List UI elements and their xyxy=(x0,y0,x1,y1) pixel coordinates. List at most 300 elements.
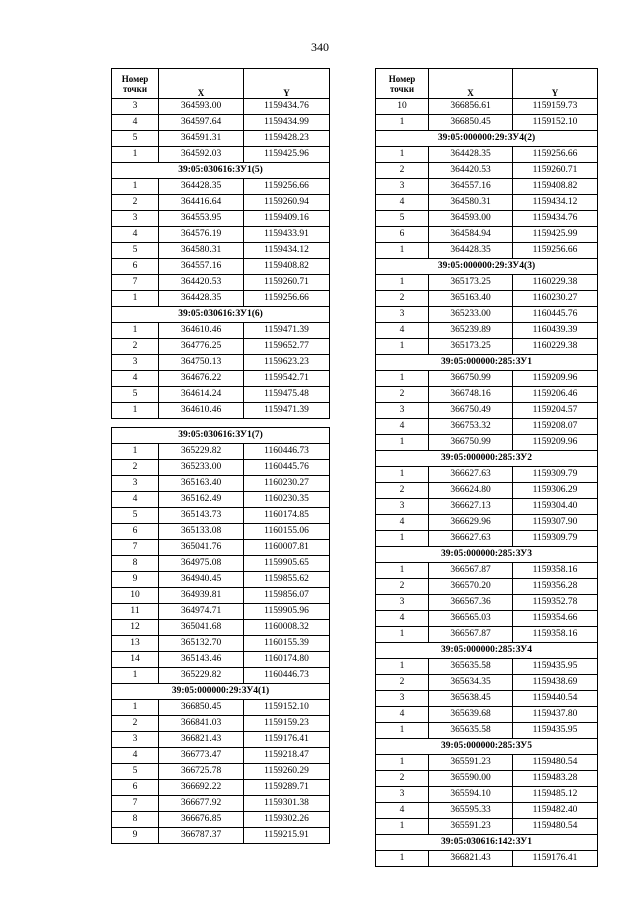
point-number-cell: 3 xyxy=(112,476,159,492)
y-coordinate-cell: 1159256.66 xyxy=(513,243,598,259)
x-coordinate-cell: 364975.08 xyxy=(159,556,244,572)
point-number-cell: 2 xyxy=(376,387,429,403)
y-coordinate-cell: 1159434.12 xyxy=(244,243,330,259)
coordinates-table-right xyxy=(375,68,598,867)
x-coordinate-cell: 364428.35 xyxy=(159,291,244,307)
y-coordinate-cell: 1159309.79 xyxy=(513,467,598,483)
x-coordinate-cell: 364597.64 xyxy=(159,115,244,131)
section-title: 39:05:000000:29:ЗУ4(2) xyxy=(376,131,598,147)
header-point-number-line2: точки xyxy=(389,83,415,94)
y-coordinate-cell: 1160446.73 xyxy=(244,444,330,460)
table-row xyxy=(112,444,330,460)
point-number-cell: 5 xyxy=(112,131,159,147)
point-number-cell: 1 xyxy=(376,627,429,643)
table-row xyxy=(112,355,330,371)
x-coordinate-cell: 365229.82 xyxy=(159,444,244,460)
point-number-cell: 5 xyxy=(376,211,429,227)
y-coordinate-cell: 1159356.28 xyxy=(513,579,598,595)
y-coordinate-cell: 1159482.40 xyxy=(513,803,598,819)
point-number-cell: 7 xyxy=(112,540,159,556)
point-number-cell: 2 xyxy=(376,579,429,595)
point-number-cell: 3 xyxy=(376,691,429,707)
x-coordinate-cell: 366565.03 xyxy=(429,611,513,627)
section-row xyxy=(376,643,598,659)
point-number-cell: 4 xyxy=(376,419,429,435)
table-row xyxy=(376,243,598,259)
table-row xyxy=(376,435,598,451)
point-number-cell: 2 xyxy=(376,675,429,691)
x-coordinate-cell: 365635.58 xyxy=(429,659,513,675)
section-row xyxy=(376,355,598,371)
y-coordinate-cell: 1159905.65 xyxy=(244,556,330,572)
y-coordinate-cell: 1159260.29 xyxy=(244,764,330,780)
table-row xyxy=(112,572,330,588)
y-coordinate-cell: 1160229.38 xyxy=(513,339,598,355)
table-row xyxy=(112,227,330,243)
y-coordinate-cell: 1160007.81 xyxy=(244,540,330,556)
x-coordinate-cell: 365163.40 xyxy=(159,476,244,492)
y-coordinate-cell: 1159152.10 xyxy=(244,700,330,716)
point-number-cell: 1 xyxy=(376,467,429,483)
x-coordinate-cell: 365162.49 xyxy=(159,492,244,508)
table-row xyxy=(112,764,330,780)
table-row xyxy=(112,812,330,828)
section-title: 39:05:000000:285:ЗУ1 xyxy=(376,355,598,371)
section-row xyxy=(376,739,598,755)
y-coordinate-cell: 1159354.66 xyxy=(513,611,598,627)
x-coordinate-cell: 364591.31 xyxy=(159,131,244,147)
y-coordinate-cell: 1159152.10 xyxy=(513,115,598,131)
section-row xyxy=(376,547,598,563)
table-row xyxy=(112,476,330,492)
point-number-cell: 1 xyxy=(376,243,429,259)
point-number-cell: 1 xyxy=(112,444,159,460)
x-coordinate-cell: 365173.25 xyxy=(429,275,513,291)
table-row xyxy=(376,467,598,483)
y-coordinate-cell: 1160229.38 xyxy=(513,275,598,291)
point-number-cell: 14 xyxy=(112,652,159,668)
section-title: 39:05:000000:285:ЗУ3 xyxy=(376,547,598,563)
table-row xyxy=(376,563,598,579)
y-coordinate-cell: 1160174.85 xyxy=(244,508,330,524)
x-coordinate-cell: 366692.22 xyxy=(159,780,244,796)
x-coordinate-cell: 364420.53 xyxy=(429,163,513,179)
point-number-cell: 1 xyxy=(376,275,429,291)
section-title: 39:05:000000:29:ЗУ4(1) xyxy=(112,684,330,700)
x-coordinate-cell: 366567.87 xyxy=(429,563,513,579)
section-row xyxy=(112,307,330,323)
x-coordinate-cell: 365638.45 xyxy=(429,691,513,707)
x-coordinate-cell: 365233.00 xyxy=(159,460,244,476)
x-coordinate-cell: 364553.95 xyxy=(159,211,244,227)
y-coordinate-cell: 1160446.73 xyxy=(244,668,330,684)
point-number-cell: 2 xyxy=(112,339,159,355)
x-coordinate-cell: 364580.31 xyxy=(159,243,244,259)
section-row xyxy=(376,451,598,467)
page-number: 340 xyxy=(311,40,329,54)
coordinates-table-left-top xyxy=(111,68,330,419)
point-number-cell: 7 xyxy=(112,796,159,812)
table-row xyxy=(112,748,330,764)
point-number-cell: 5 xyxy=(112,387,159,403)
table-row xyxy=(112,211,330,227)
x-coordinate-cell: 364557.16 xyxy=(159,259,244,275)
table-row xyxy=(376,803,598,819)
x-coordinate-cell: 364610.46 xyxy=(159,323,244,339)
y-coordinate-cell: 1159215.91 xyxy=(244,828,330,844)
header-x: X xyxy=(159,69,244,99)
table-row xyxy=(376,851,598,867)
x-coordinate-cell: 365163.40 xyxy=(429,291,513,307)
y-coordinate-cell: 1159856.07 xyxy=(244,588,330,604)
y-coordinate-cell: 1159358.16 xyxy=(513,563,598,579)
point-number-cell: 4 xyxy=(112,492,159,508)
table-row xyxy=(376,611,598,627)
x-coordinate-cell: 366624.80 xyxy=(429,483,513,499)
y-coordinate-cell: 1159209.96 xyxy=(513,371,598,387)
y-coordinate-cell: 1159434.76 xyxy=(244,99,330,115)
table-row xyxy=(112,387,330,403)
y-coordinate-cell: 1159440.54 xyxy=(513,691,598,707)
table-row xyxy=(376,579,598,595)
point-number-cell: 2 xyxy=(112,460,159,476)
x-coordinate-cell: 365590.00 xyxy=(429,771,513,787)
point-number-cell: 3 xyxy=(112,355,159,371)
table-row xyxy=(112,323,330,339)
y-coordinate-cell: 1159434.76 xyxy=(513,211,598,227)
table-row xyxy=(112,716,330,732)
x-coordinate-cell: 366841.03 xyxy=(159,716,244,732)
point-number-cell: 1 xyxy=(112,147,159,163)
point-number-cell: 6 xyxy=(112,780,159,796)
y-coordinate-cell: 1159425.99 xyxy=(513,227,598,243)
table-row xyxy=(112,131,330,147)
point-number-cell: 1 xyxy=(376,435,429,451)
point-number-cell: 2 xyxy=(376,291,429,307)
x-coordinate-cell: 364557.16 xyxy=(429,179,513,195)
table-row xyxy=(376,99,598,115)
point-number-cell: 4 xyxy=(112,748,159,764)
x-coordinate-cell: 364576.19 xyxy=(159,227,244,243)
y-coordinate-cell: 1159623.23 xyxy=(244,355,330,371)
section-title: 39:05:000000:285:ЗУ4 xyxy=(376,643,598,659)
y-coordinate-cell: 1159434.99 xyxy=(244,115,330,131)
point-number-cell: 9 xyxy=(112,828,159,844)
table-row xyxy=(376,819,598,835)
table-row xyxy=(376,371,598,387)
x-coordinate-cell: 366753.32 xyxy=(429,419,513,435)
y-coordinate-cell: 1159159.23 xyxy=(244,716,330,732)
point-number-cell: 1 xyxy=(376,115,429,131)
table-row xyxy=(112,99,330,115)
table-row xyxy=(112,339,330,355)
x-coordinate-cell: 366773.47 xyxy=(159,748,244,764)
table-header-row xyxy=(112,69,330,99)
header-point-number-line1: Номер xyxy=(388,73,416,84)
y-coordinate-cell: 1159206.46 xyxy=(513,387,598,403)
point-number-cell: 6 xyxy=(376,227,429,243)
table-row xyxy=(112,195,330,211)
x-coordinate-cell: 366570.20 xyxy=(429,579,513,595)
table-row xyxy=(112,147,330,163)
x-coordinate-cell: 365591.23 xyxy=(429,755,513,771)
table-row xyxy=(376,483,598,499)
x-coordinate-cell: 365591.23 xyxy=(429,819,513,835)
x-coordinate-cell: 366856.61 xyxy=(429,99,513,115)
y-coordinate-cell: 1159652.77 xyxy=(244,339,330,355)
y-coordinate-cell: 1159306.29 xyxy=(513,483,598,499)
y-coordinate-cell: 1160155.39 xyxy=(244,636,330,652)
table-row xyxy=(376,339,598,355)
x-coordinate-cell: 366627.63 xyxy=(429,531,513,547)
x-coordinate-cell: 365041.76 xyxy=(159,540,244,556)
x-coordinate-cell: 366821.43 xyxy=(159,732,244,748)
table-row xyxy=(376,627,598,643)
section-title: 39:05:030616:142:ЗУ1 xyxy=(376,835,598,851)
y-coordinate-cell: 1160439.39 xyxy=(513,323,598,339)
section-row xyxy=(112,684,330,700)
y-coordinate-cell: 1160230.27 xyxy=(244,476,330,492)
y-coordinate-cell: 1160174.80 xyxy=(244,652,330,668)
point-number-cell: 1 xyxy=(112,403,159,419)
table-row xyxy=(376,723,598,739)
x-coordinate-cell: 366821.43 xyxy=(429,851,513,867)
point-number-cell: 3 xyxy=(376,595,429,611)
x-coordinate-cell: 364593.00 xyxy=(429,211,513,227)
y-coordinate-cell: 1159358.16 xyxy=(513,627,598,643)
coordinates-table-left-bottom xyxy=(111,427,330,844)
y-coordinate-cell: 1159480.54 xyxy=(513,755,598,771)
y-coordinate-cell: 1159204.57 xyxy=(513,403,598,419)
y-coordinate-cell: 1159471.39 xyxy=(244,403,330,419)
table-row xyxy=(112,636,330,652)
x-coordinate-cell: 364593.00 xyxy=(159,99,244,115)
table-row xyxy=(376,307,598,323)
point-number-cell: 1 xyxy=(376,819,429,835)
y-coordinate-cell: 1159260.94 xyxy=(244,195,330,211)
table-row xyxy=(376,179,598,195)
point-number-cell: 1 xyxy=(112,291,159,307)
y-coordinate-cell: 1159289.71 xyxy=(244,780,330,796)
y-coordinate-cell: 1159260.71 xyxy=(244,275,330,291)
y-coordinate-cell: 1159480.54 xyxy=(513,819,598,835)
table-row xyxy=(112,540,330,556)
point-number-cell: 1 xyxy=(112,700,159,716)
header-point-number-line1: Номер xyxy=(121,73,149,84)
x-coordinate-cell: 365639.68 xyxy=(429,707,513,723)
point-number-cell: 3 xyxy=(376,403,429,419)
point-number-cell: 4 xyxy=(376,803,429,819)
y-coordinate-cell: 1160445.76 xyxy=(244,460,330,476)
section-row xyxy=(376,835,598,851)
x-coordinate-cell: 365239.89 xyxy=(429,323,513,339)
table-row xyxy=(112,243,330,259)
point-number-cell: 13 xyxy=(112,636,159,652)
table-row xyxy=(112,508,330,524)
y-coordinate-cell: 1159218.47 xyxy=(244,748,330,764)
y-coordinate-cell: 1159438.69 xyxy=(513,675,598,691)
point-number-cell: 4 xyxy=(112,371,159,387)
point-number-cell: 1 xyxy=(376,723,429,739)
y-coordinate-cell: 1159542.71 xyxy=(244,371,330,387)
section-title: 39:05:000000:285:ЗУ2 xyxy=(376,451,598,467)
y-coordinate-cell: 1159302.26 xyxy=(244,812,330,828)
x-coordinate-cell: 364420.53 xyxy=(159,275,244,291)
table-row xyxy=(376,675,598,691)
x-coordinate-cell: 366850.45 xyxy=(159,700,244,716)
section-title: 39:05:000000:29:ЗУ4(3) xyxy=(376,259,598,275)
point-number-cell: 5 xyxy=(112,764,159,780)
point-number-cell: 1 xyxy=(376,851,429,867)
point-number-cell: 1 xyxy=(376,339,429,355)
table-row xyxy=(112,460,330,476)
x-coordinate-cell: 364610.46 xyxy=(159,403,244,419)
point-number-cell: 1 xyxy=(112,668,159,684)
point-number-cell: 1 xyxy=(112,323,159,339)
point-number-cell: 2 xyxy=(376,163,429,179)
x-coordinate-cell: 365229.82 xyxy=(159,668,244,684)
y-coordinate-cell: 1159208.07 xyxy=(513,419,598,435)
point-number-cell: 3 xyxy=(376,787,429,803)
y-coordinate-cell: 1159159.73 xyxy=(513,99,598,115)
point-number-cell: 3 xyxy=(376,307,429,323)
table-row xyxy=(376,291,598,307)
x-coordinate-cell: 364939.81 xyxy=(159,588,244,604)
x-coordinate-cell: 365595.33 xyxy=(429,803,513,819)
table-row xyxy=(376,323,598,339)
header-point-number-line2: точки xyxy=(122,83,148,94)
x-coordinate-cell: 366627.13 xyxy=(429,499,513,515)
point-number-cell: 3 xyxy=(112,99,159,115)
y-coordinate-cell: 1159304.40 xyxy=(513,499,598,515)
x-coordinate-cell: 365132.70 xyxy=(159,636,244,652)
x-coordinate-cell: 364580.31 xyxy=(429,195,513,211)
point-number-cell: 6 xyxy=(112,259,159,275)
x-coordinate-cell: 364614.24 xyxy=(159,387,244,403)
y-coordinate-cell: 1159425.96 xyxy=(244,147,330,163)
x-coordinate-cell: 365634.35 xyxy=(429,675,513,691)
x-coordinate-cell: 365233.00 xyxy=(429,307,513,323)
header-y: Y xyxy=(244,69,330,99)
x-coordinate-cell: 364592.03 xyxy=(159,147,244,163)
x-coordinate-cell: 366676.85 xyxy=(159,812,244,828)
x-coordinate-cell: 366629.96 xyxy=(429,515,513,531)
section-row xyxy=(112,428,330,444)
table-row xyxy=(376,403,598,419)
x-coordinate-cell: 364676.22 xyxy=(159,371,244,387)
point-number-cell: 4 xyxy=(376,707,429,723)
table-row xyxy=(112,492,330,508)
point-number-cell: 9 xyxy=(112,572,159,588)
point-number-cell: 4 xyxy=(376,611,429,627)
y-coordinate-cell: 1159309.79 xyxy=(513,531,598,547)
y-coordinate-cell: 1159209.96 xyxy=(513,435,598,451)
x-coordinate-cell: 364584.94 xyxy=(429,227,513,243)
point-number-cell: 8 xyxy=(112,556,159,572)
section-title: 39:05:030616:ЗУ1(6) xyxy=(112,307,330,323)
section-title: 39:05:000000:285:ЗУ5 xyxy=(376,739,598,755)
section-row xyxy=(112,163,330,179)
y-coordinate-cell: 1159855.62 xyxy=(244,572,330,588)
y-coordinate-cell: 1159256.66 xyxy=(244,179,330,195)
point-number-cell: 8 xyxy=(112,812,159,828)
point-number-cell: 3 xyxy=(112,732,159,748)
point-number-cell: 4 xyxy=(112,115,159,131)
table-header-row xyxy=(376,69,598,99)
x-coordinate-cell: 365143.73 xyxy=(159,508,244,524)
table-row xyxy=(376,275,598,291)
table-row xyxy=(376,419,598,435)
table-row xyxy=(376,531,598,547)
table-row xyxy=(376,387,598,403)
x-coordinate-cell: 366850.45 xyxy=(429,115,513,131)
table-row xyxy=(376,227,598,243)
point-number-cell: 1 xyxy=(112,179,159,195)
table-row xyxy=(112,115,330,131)
point-number-cell: 2 xyxy=(376,483,429,499)
y-coordinate-cell: 1159483.28 xyxy=(513,771,598,787)
table-row xyxy=(112,275,330,291)
x-coordinate-cell: 364776.25 xyxy=(159,339,244,355)
table-row xyxy=(376,771,598,787)
table-row xyxy=(376,707,598,723)
point-number-cell: 4 xyxy=(376,195,429,211)
table-row xyxy=(112,668,330,684)
point-number-cell: 4 xyxy=(376,515,429,531)
section-row xyxy=(376,259,598,275)
y-coordinate-cell: 1159176.41 xyxy=(513,851,598,867)
table-row xyxy=(376,787,598,803)
header-point-number xyxy=(112,69,159,99)
point-number-cell: 3 xyxy=(112,211,159,227)
header-y: Y xyxy=(513,69,598,99)
section-row xyxy=(376,131,598,147)
table-row xyxy=(376,595,598,611)
x-coordinate-cell: 366748.16 xyxy=(429,387,513,403)
y-coordinate-cell: 1159408.82 xyxy=(244,259,330,275)
y-coordinate-cell: 1159260.71 xyxy=(513,163,598,179)
header-x: X xyxy=(429,69,513,99)
y-coordinate-cell: 1159435.95 xyxy=(513,723,598,739)
table-row xyxy=(376,499,598,515)
point-number-cell: 4 xyxy=(112,227,159,243)
x-coordinate-cell: 366750.99 xyxy=(429,371,513,387)
point-number-cell: 12 xyxy=(112,620,159,636)
table-row xyxy=(112,588,330,604)
x-coordinate-cell: 366567.87 xyxy=(429,627,513,643)
y-coordinate-cell: 1159301.38 xyxy=(244,796,330,812)
x-coordinate-cell: 365173.25 xyxy=(429,339,513,355)
y-coordinate-cell: 1160445.76 xyxy=(513,307,598,323)
table-row xyxy=(376,755,598,771)
table-row xyxy=(112,620,330,636)
point-number-cell: 1 xyxy=(376,563,429,579)
y-coordinate-cell: 1159256.66 xyxy=(244,291,330,307)
x-coordinate-cell: 366787.37 xyxy=(159,828,244,844)
point-number-cell: 3 xyxy=(376,179,429,195)
point-number-cell: 2 xyxy=(112,195,159,211)
point-number-cell: 1 xyxy=(376,531,429,547)
point-number-cell: 4 xyxy=(376,323,429,339)
y-coordinate-cell: 1159485.12 xyxy=(513,787,598,803)
table-row xyxy=(112,780,330,796)
point-number-cell: 5 xyxy=(112,508,159,524)
point-number-cell: 2 xyxy=(112,716,159,732)
section-title: 39:05:030616:ЗУ1(7) xyxy=(112,428,330,444)
y-coordinate-cell: 1159475.48 xyxy=(244,387,330,403)
x-coordinate-cell: 364428.35 xyxy=(429,243,513,259)
y-coordinate-cell: 1160155.06 xyxy=(244,524,330,540)
